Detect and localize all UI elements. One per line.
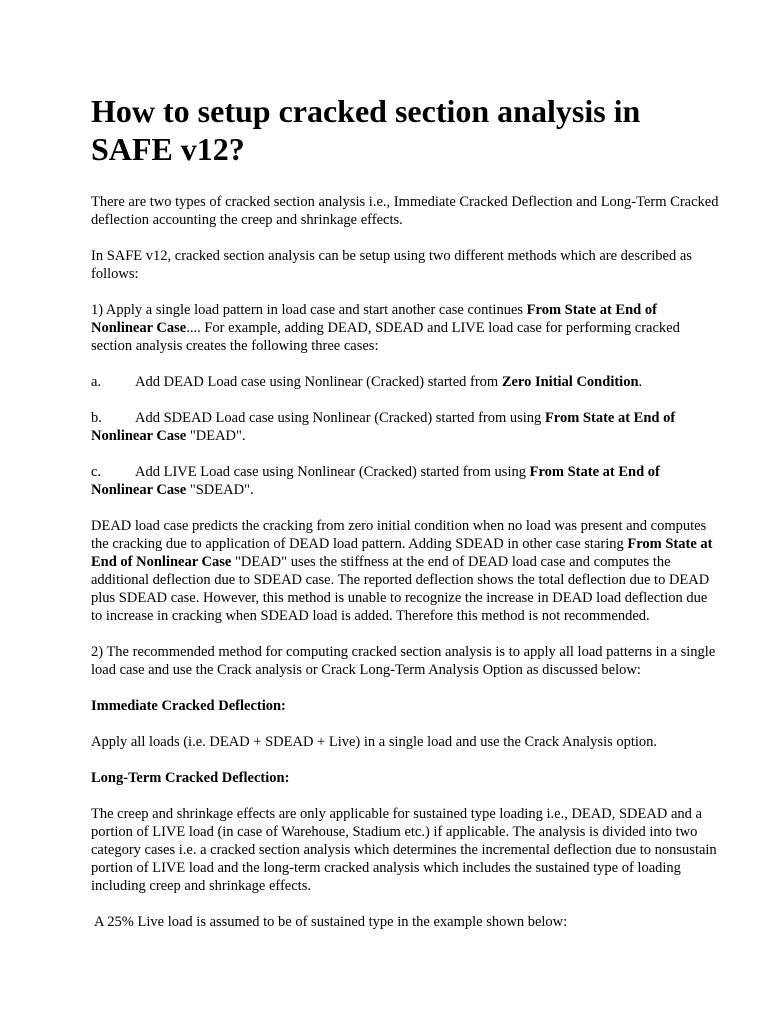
list-item	[91, 463, 721, 499]
method-1-paragraph	[91, 301, 721, 355]
methods-intro-paragraph: In SAFE v12, cracked section analysis can be setup using two different methods which are described as follows:	[91, 248, 692, 282]
list-item	[91, 373, 721, 391]
document-page	[91, 92, 721, 949]
list-item-bold: From State at End of Nonlinear Case	[91, 410, 676, 444]
list-item-text: Add DEAD Load case using Nonlinear (Cracked) started from	[135, 374, 502, 390]
list-item	[91, 409, 721, 445]
dead-load-paragraph	[91, 517, 721, 625]
list-item-tail: "DEAD".	[186, 428, 246, 444]
intro-paragraph: There are two types of cracked section analysis i.e., Immediate Cracked Deflection and Long-Term Cracked deflection accounting the creep and shrinkage effects.	[91, 194, 719, 228]
list-item-text: Add SDEAD Load case using Nonlinear (Cracked) started from using	[135, 410, 545, 426]
list-item-tail: "SDEAD".	[186, 482, 254, 498]
method-1-tail: .... For example, adding DEAD, SDEAD and LIVE load case for performing cracked section analysis creates the following three cases:	[91, 320, 680, 354]
dead-load-tail: "DEAD" uses the stiffness at the end of DEAD load case and computes the additional deflection due to SDEAD case. The reported deflection shows the total deflection due to DEAD plus SDEAD case. However, this method is unable to recognize the increase in DEAD load deflection due to increase in cracking when SDEAD load is added. Therefore this method is not recommended.	[91, 554, 710, 624]
longterm-paragraph: The creep and shrinkage effects are only applicable for sustained type loading i.e., DEAD, SDEAD and a portion of LIVE load (in case of Warehouse, Stadium etc.) if applicable. The analysis is divided into two category cases i.e. a cracked section analysis which determines the incremental deflection due to nonsustain portion of LIVE load and the long-term cracked analysis which includes the sustained type of loading including creep and shrinkage effects.	[91, 806, 717, 894]
list-marker: b.	[91, 410, 102, 426]
dead-load-bold: From State at End of Nonlinear Case	[91, 536, 713, 570]
list-item-text: Add LIVE Load case using Nonlinear (Cracked) started from using	[135, 464, 530, 480]
list-item-tail: .	[638, 374, 643, 390]
method-2-paragraph: 2) The recommended method for computing cracked section analysis is to apply all load patterns in a single load case and use the Crack analysis or Crack Long-Term Analysis Option as discussed below:	[91, 644, 716, 678]
page-title: How to setup cracked section analysis in SAFE v12?	[91, 93, 641, 167]
dead-load-text: DEAD load case predicts the cracking from zero initial condition when no load was present and computes the cracking due to application of DEAD load pattern. Adding SDEAD in other case staring	[91, 518, 707, 552]
immediate-paragraph: Apply all loads (i.e. DEAD + SDEAD + Live) in a single load and use the Crack Analysis option.	[91, 734, 658, 750]
list-item-bold: From State at End of Nonlinear Case	[91, 464, 660, 498]
longterm-heading: Long-Term Cracked Deflection:	[91, 770, 290, 786]
immediate-heading: Immediate Cracked Deflection:	[91, 698, 286, 714]
list-marker: a.	[91, 374, 102, 390]
method-1-text: 1) Apply a single load pattern in load case and start another case continues	[91, 302, 527, 318]
list-item-bold: Zero Initial Condition	[501, 374, 639, 390]
list-marker: c.	[91, 464, 102, 480]
example-paragraph: A 25% Live load is assumed to be of sustained type in the example shown below:	[94, 914, 568, 930]
method-1-bold: From State at End of Nonlinear Case	[91, 302, 657, 336]
